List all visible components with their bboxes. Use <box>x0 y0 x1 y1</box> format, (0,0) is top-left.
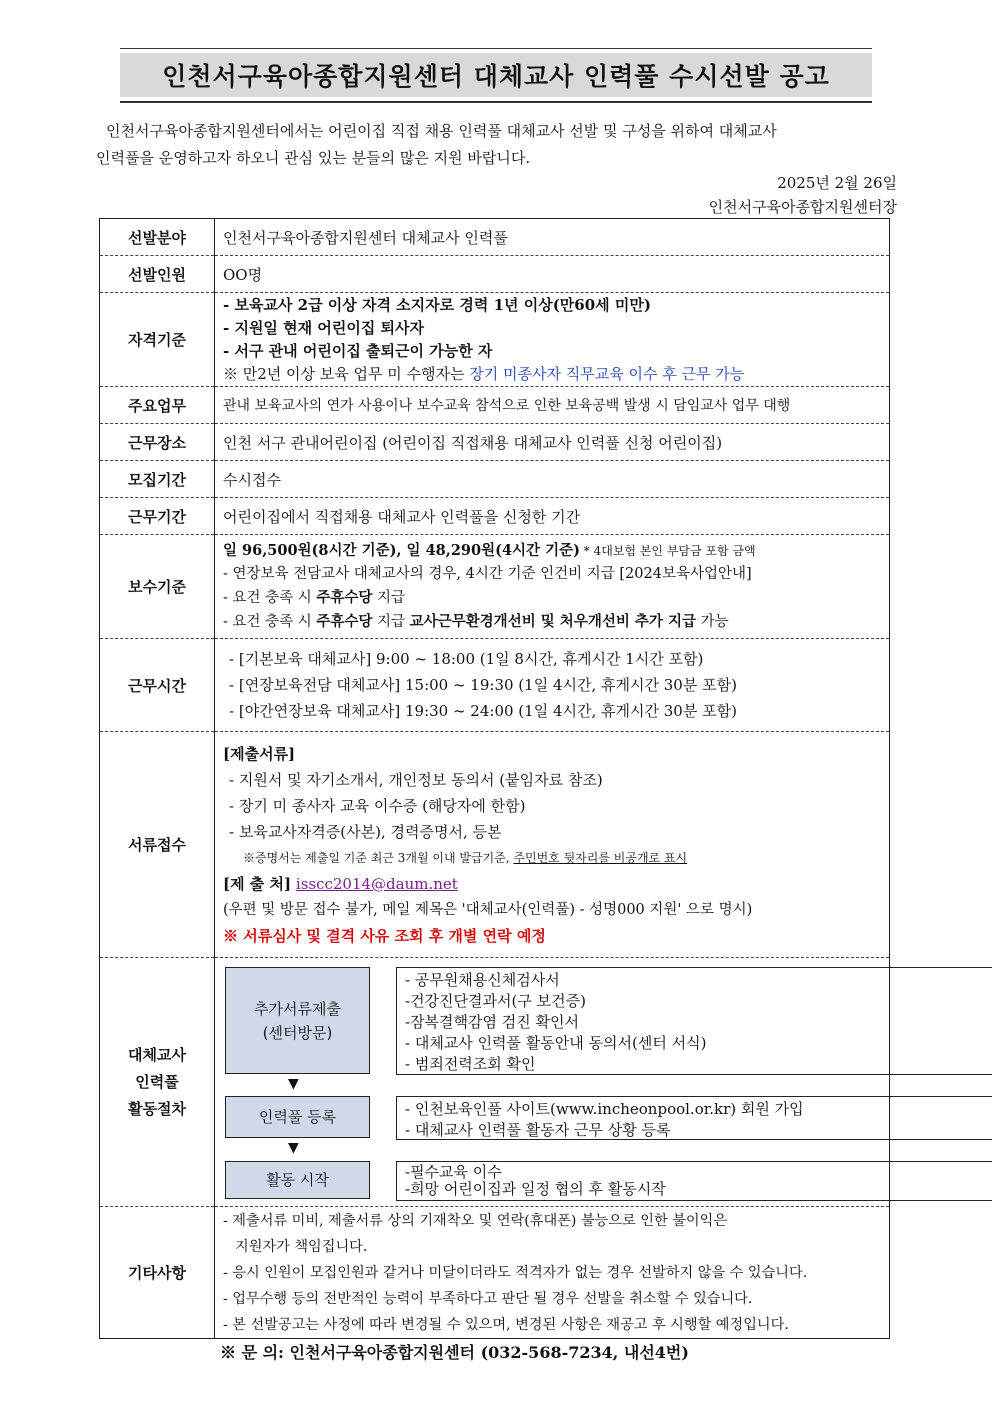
step-docs-item-3: -잠복결핵감염 검진 확인서 <box>405 1013 579 1031</box>
intro-line-1: 인천서구육아종합지원센터에서는 어린이집 직접 채용 인력풀 대체교사 선발 및 구성을 위하여 대체교사 <box>106 122 777 140</box>
row-term <box>100 498 890 535</box>
label-term: 근무기간 <box>100 498 215 535</box>
value-procedure <box>215 958 890 1207</box>
step-register-item-2: - 대체교사 인력풀 활동자 근무 상황 등록 <box>405 1121 671 1139</box>
pay-line-1 <box>223 539 881 563</box>
pay-line-4-c: 지급 <box>372 614 410 630</box>
etc-line-4: - 본 선발공고는 사정에 따라 변경될 수 있으며, 변경된 사항은 재공고 후 시행할 예정입니다. <box>223 1316 789 1333</box>
step-docs-sub: (센터방문) <box>262 1023 333 1042</box>
title-frame <box>120 48 872 103</box>
page-title: 인천서구육아종합지원센터 대체교사 인력풀 수시선발 공고 <box>162 62 830 91</box>
step-docs-item-5: - 범죄전력조회 확인 <box>405 1055 536 1073</box>
value-etc <box>215 1207 890 1339</box>
value-period: 수시접수 <box>215 461 890 498</box>
row-procedure <box>100 958 890 1207</box>
intro <box>96 118 886 172</box>
row-hours <box>100 639 890 732</box>
pay-line-3-a: - 요건 충족 시 <box>223 590 317 606</box>
docs-line-5: (우편 및 방문 접수 불가, 메일 제목은 '대체교사(인력풀) - 성명000 지원' 으로 명시) <box>223 901 753 918</box>
label-procedure-1: 대체교사 <box>128 1045 186 1064</box>
row-etc <box>100 1207 890 1339</box>
step-start-item-2: -희망 어린이집과 일정 협의 후 활동시작 <box>405 1180 666 1198</box>
label-etc: 기타사항 <box>100 1207 215 1339</box>
etc-line-3: - 업무수행 등의 전반적인 능력이 부족하다고 판단 될 경우 선발을 취소할 수 있습니다. <box>223 1290 753 1307</box>
row-field <box>100 219 890 256</box>
pay-line-4 <box>223 610 881 634</box>
label-procedure <box>100 958 215 1207</box>
qual-note: ※ 만2년 이상 보육 업무 미 수행자는 <box>223 364 470 383</box>
label-procedure-2: 인력풀 <box>135 1072 179 1091</box>
step-start-box <box>225 1161 370 1199</box>
docs-note <box>223 845 881 871</box>
label-docs: 서류접수 <box>100 732 215 958</box>
step-register-list <box>396 1096 992 1140</box>
value-place: 인천 서구 관내어린이집 (어린이집 직접채용 대체교사 인력풀 신청 어린이집) <box>215 424 890 461</box>
pay-line-4-d: 교사근무환경개선비 및 처우개선비 추가 지급 <box>409 613 696 630</box>
pay-line-4-a: - 요건 충족 시 <box>223 614 317 630</box>
hours-line-3: - [야간연장보육 대체교사] 19:30 ~ 24:00 (1일 4시간, 휴게시간 30분 포함) <box>229 702 737 720</box>
arrow-down-icon: ▼ <box>288 1140 299 1156</box>
email-link[interactable]: isscc2014@daum.net <box>295 874 458 893</box>
step-docs-box <box>225 967 370 1074</box>
step-start-label: 활동 시작 <box>266 1171 329 1189</box>
step-docs-item-1: - 공무원채용신체검사서 <box>405 971 560 989</box>
qual-line-2: - 지원일 현재 어린이집 퇴사자 <box>223 318 424 337</box>
qual-line-4 <box>223 363 881 386</box>
step-docs-label: 추가서류제출 <box>254 999 341 1018</box>
label-field: 선발분야 <box>100 219 215 256</box>
etc-line-1b: 지원자가 책임집니다. <box>235 1238 368 1255</box>
value-field: 인천서구육아종합지원센터 대체교사 인력풀 <box>215 219 890 256</box>
docs-line-2: - 장기 미 종사자 교육 이수증 (해당자에 한함) <box>229 796 526 815</box>
step-docs-item-2: -건강진단결과서(구 보건증) <box>405 992 586 1010</box>
value-qualification <box>215 293 890 387</box>
row-duty <box>100 387 890 424</box>
docs-submit-heading: [제 출 처] <box>223 874 292 893</box>
docs-note-b: 주민번호 뒷자리를 비공개로 표시 <box>513 850 688 865</box>
value-pay <box>215 535 890 639</box>
pay-line-4-b: 주휴수당 <box>316 613 373 630</box>
step-start-item-1: -필수교육 이수 <box>405 1163 502 1181</box>
pay-line-2: - 연장보육 전담교사 대체교사의 경우, 4시간 기준 인건비 지급 [2024보육사업안내] <box>223 566 752 582</box>
label-count: 선발인원 <box>100 256 215 293</box>
step-start-list <box>396 1161 992 1201</box>
row-pay <box>100 535 890 639</box>
label-hours: 근무시간 <box>100 639 215 732</box>
hours-line-1: - [기본보육 대체교사] 9:00 ~ 18:00 (1일 8시간, 휴게시간 1시간 포함) <box>229 650 704 668</box>
pay-rate-note: * 4대보험 본인 부담금 포함 금액 <box>579 544 756 558</box>
pay-line-3 <box>223 586 881 610</box>
docs-note-a: ※증명서는 제출일 기준 최근 3개월 이내 발급기준, <box>243 850 514 865</box>
label-place: 근무장소 <box>100 424 215 461</box>
docs-submit-to <box>223 871 881 897</box>
row-docs <box>100 732 890 958</box>
row-place <box>100 424 890 461</box>
pay-line-3-c: 지급 <box>372 590 406 606</box>
qual-note-highlight: 장기 미종사자 직무교육 이수 후 근무 가능 <box>469 364 745 383</box>
pay-daily-rate: 일 96,500원(8시간 기준), 일 48,290원(4시간 기준) <box>223 542 580 559</box>
value-count: OO명 <box>215 256 890 293</box>
pay-line-4-e: 가능 <box>695 614 729 630</box>
hours-line-2: - [연장보육전담 대체교사] 15:00 ~ 19:30 (1일 4시간, 휴게시간 30분 포함) <box>229 676 737 694</box>
docs-line-1: - 지원서 및 자기소개서, 개인정보 동의서 (붙임자료 참조) <box>229 770 603 789</box>
title-band <box>120 53 872 97</box>
label-period: 모집기간 <box>100 461 215 498</box>
value-hours <box>215 639 890 732</box>
qual-line-1: - 보육교사 2급 이상 자격 소지자로 경력 1년 이상(만60세 미만) <box>223 295 651 314</box>
intro-line-2: 인력풀을 운영하고자 하오니 관심 있는 분들의 많은 지원 바랍니다. <box>96 149 531 167</box>
etc-line-1: - 제출서류 미비, 제출서류 상의 기재착오 및 연락(휴대폰) 불능으로 인한 불이익은 <box>223 1212 728 1229</box>
value-docs <box>215 732 890 958</box>
docs-warning: ※ 서류심사 및 결격 사유 조회 후 개별 연락 예정 <box>223 926 546 945</box>
label-duty: 주요업무 <box>100 387 215 424</box>
step-register-item-1: - 인천보육인풀 사이트(www.incheonpool.or.kr) 회원 가입 <box>405 1100 804 1118</box>
step-docs-list <box>396 967 992 1075</box>
procedure-flow <box>215 958 889 1206</box>
step-register-box <box>225 1096 370 1138</box>
label-pay: 보수기준 <box>100 535 215 639</box>
qual-line-3: - 서구 관내 어린이집 출퇴근이 가능한 자 <box>223 341 493 360</box>
pay-line-3-b: 주휴수당 <box>316 589 373 606</box>
docs-line-3: - 보육교사자격증(사본), 경력증명서, 등본 <box>229 822 502 841</box>
etc-line-2: - 응시 인원이 모집인원과 같거나 미달이더라도 적격자가 없는 경우 선발하지 않을 수 있습니다. <box>223 1264 808 1281</box>
label-qualification: 자격기준 <box>100 293 215 387</box>
label-procedure-3: 활동절차 <box>128 1099 186 1118</box>
value-duty: 관내 보육교사의 연가 사용이나 보수교육 참석으로 인한 보육공백 발생 시 담임교사 업무 대행 <box>215 387 890 424</box>
issuer: 인천서구육아종합지원센터장 <box>708 198 897 216</box>
notice-table <box>99 218 890 1339</box>
contact-footer: ※ 문 의: 인천서구육아종합지원센터 (032-568-7234, 내선4번) <box>220 1343 689 1362</box>
value-term: 어린이집에서 직접채용 대체교사 인력풀을 신청한 기간 <box>215 498 890 535</box>
arrow-down-icon: ▼ <box>288 1076 299 1092</box>
step-register-label: 인력풀 등록 <box>258 1108 337 1126</box>
row-period <box>100 461 890 498</box>
docs-heading: [제출서류] <box>223 744 296 763</box>
notice-date: 2025년 2월 26일 <box>777 174 897 192</box>
row-qualification <box>100 293 890 387</box>
row-count <box>100 256 890 293</box>
step-docs-item-4: - 대체교사 인력풀 활동안내 동의서(센터 서식) <box>405 1034 707 1052</box>
